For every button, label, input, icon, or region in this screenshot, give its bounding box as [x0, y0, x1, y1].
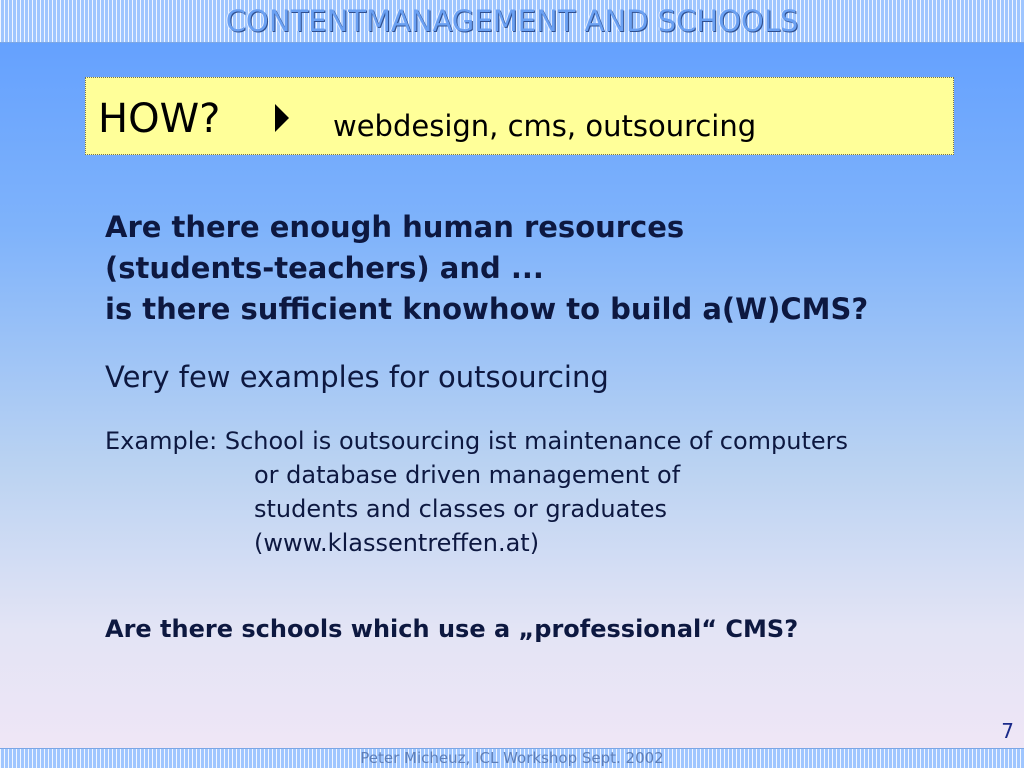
outsourcing-statement: Very few examples for outsourcing [105, 360, 609, 394]
question-line: Are there enough human resources [105, 210, 685, 244]
footer-text: Peter Micheuz, ICL Workshop Sept. 2002 [360, 749, 664, 767]
question-professional-cms: Are there schools which use a „professional“ CMS? [105, 615, 799, 643]
how-box [85, 77, 954, 155]
example-line: (www.klassentreffen.at) [254, 529, 540, 557]
example-line: Example: School is outsourcing ist maintenance of computers [105, 427, 849, 455]
how-subtitle: webdesign, cms, outsourcing [333, 109, 757, 143]
how-label: HOW? [98, 96, 221, 142]
question-line: is there sufficient knowhow to build a(W)CMS? [105, 292, 869, 326]
example-line: students and classes or graduates [254, 495, 667, 523]
question-human-resources [105, 207, 868, 330]
triangle-right-icon [275, 104, 289, 132]
example-block [105, 424, 848, 560]
example-line: or database driven management of [254, 461, 681, 489]
slide-title: CONTENTMANAGEMENT AND SCHOOLS [225, 4, 799, 38]
page-number: 7 [1001, 719, 1014, 743]
question-line: (students-teachers) and ... [105, 251, 544, 285]
